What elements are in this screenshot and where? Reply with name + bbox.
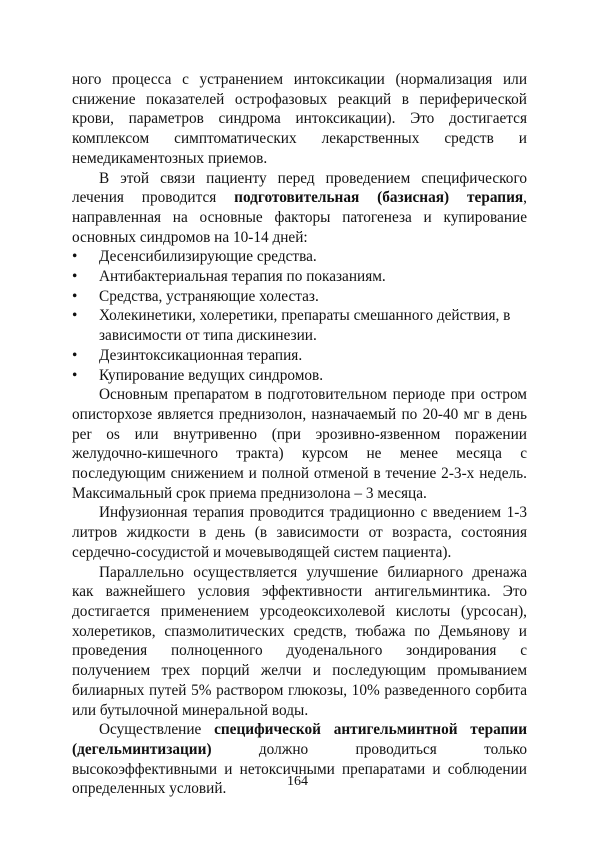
page-body: [72, 70, 527, 799]
paragraph-infusion-therapy: Инфузионная терапия проводится традиционно с введением 1-3 литров жидкости в день (в зависимости от возраста, состояния сердечно-сосудистой и мочевыводящей систем пациента).: [72, 504, 527, 561]
basic-therapy-term: подготовительная (базисная) терапия: [234, 189, 524, 207]
paragraph-prednisolone: Основным препаратом в подготовительном периоде при остром описторхозе является преднизолон, назначаемый по 20-40 мг в день per os или внутривенно (при эрозивно-язвенном поражении желудочно-кишечного тракта) курсом не менее месяца с последующим снижением и полной отменой в течение 2-3-х недель. Максимальный срок приема преднизолона – 3 месяца.: [72, 386, 527, 502]
bullet-marker: •: [72, 346, 78, 364]
paragraph-intoxication: ного процесса с устранением интоксикации (нормализация или снижение показателей острофазовых реакций в периферической крови, параметров синдрома интоксикации). Это достигается комплексом симптоматических лекарственных средств и немедикаментозных приемов.: [72, 71, 527, 167]
specific-therapy-text-before: Осуществление: [99, 721, 215, 739]
list-item: [72, 346, 527, 366]
paragraph-basic-therapy: [72, 169, 527, 248]
bullet-marker: •: [72, 366, 78, 384]
list-item-text: Антибактериальная терапия по показаниям.: [99, 268, 386, 286]
list-item: [72, 287, 527, 307]
bullet-marker: •: [72, 287, 78, 305]
list-item: [72, 306, 527, 345]
bullet-marker: •: [72, 307, 78, 325]
list-item-text: Дезинтоксикационная терапия.: [99, 346, 303, 364]
bullet-marker: •: [72, 248, 78, 266]
page-number: 164: [287, 774, 308, 789]
list-item: [72, 267, 527, 287]
basic-therapy-text-after: , направленная на основные факторы патогенеза и купирование основных синдромов на 10-14 дней:: [72, 189, 527, 246]
basic-therapy-text-before: В этой связи пациенту перед проведением специфического лечения проводится: [72, 169, 527, 207]
list-item-text: Средства, устраняющие холестаз.: [99, 287, 319, 305]
paragraph-biliary-drainage: Параллельно осуществляется улучшение билиарного дренажа как важнейшего условия эффективности антигельминтика. Это достигается применением урсодеоксихолевой кислоты (урсосан), холеретиков, спазмолитических средств, тюбажа по Демьянову и проведения полноценного дуоденального зондирования с получением трех порций желчи и последующим промыванием билиарных путей 5% раствором глюкозы, 10% разведенного сорбита или бутылочной минеральной воды.: [72, 563, 527, 719]
list-item: [72, 247, 527, 267]
specific-therapy-text-after: должно проводиться только высокоэффективными и нетоксичными препаратами и соблюдении определенных условий.: [72, 740, 527, 798]
basic-therapy-list: [72, 247, 527, 385]
list-item-text: Десенсибилизирующие средства.: [99, 248, 317, 266]
list-item: [72, 366, 527, 386]
list-item-text: Холекинетики, холеретики, препараты смешанного действия, в зависимости от типа дискинезии.: [99, 307, 511, 345]
bullet-marker: •: [72, 268, 78, 286]
list-item-text: Купирование ведущих синдромов.: [99, 366, 324, 384]
specific-therapy-term: специфической антигельминтной терапии (дегельминтизации): [72, 721, 528, 758]
